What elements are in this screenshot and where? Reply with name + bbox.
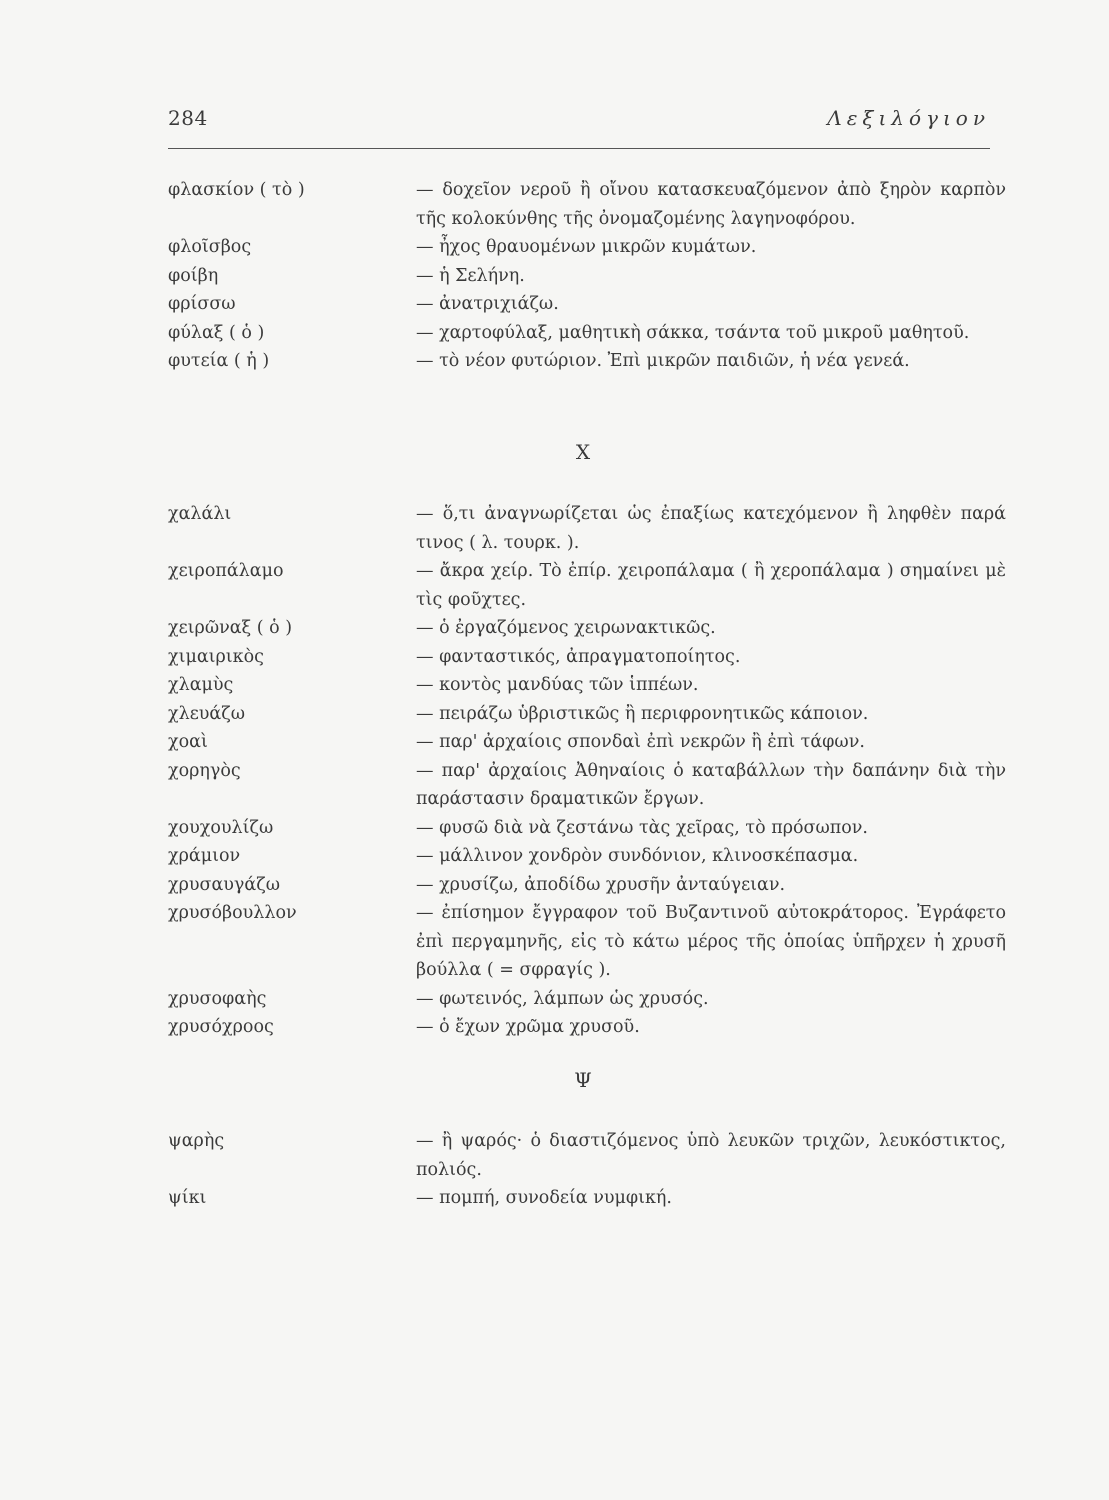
headword: φυτεία ( ἡ ) — [168, 351, 270, 371]
definition: — δοχεῖον νεροῦ ἢ οἴνου κατασκευαζόμενον ἀπὸ ξηρὸν καρπὸν τῆς κολοκύνθης τῆς ὀνομαζομένης λαγηνοφόρου. — [416, 180, 1006, 229]
definition: — τὸ νέον φυτώριον. Ἐπὶ μικρῶν παιδιῶν, ἡ νέα γενεά. — [416, 351, 910, 371]
section-phi — [168, 176, 1008, 376]
headword: χρυσόβουλλον — [168, 903, 297, 923]
headword: φλοῖσβος — [168, 237, 252, 257]
glossary-entry — [168, 757, 1008, 814]
glossary-entry — [168, 814, 1008, 843]
glossary-entry — [168, 842, 1008, 871]
definition: — ἢ ψαρός· ὁ διαστιζόμενος ὑπὸ λευκῶν τριχῶν, λευκόστικτος, πολιός. — [416, 1131, 1006, 1180]
headword: χοαὶ — [168, 732, 208, 752]
glossary-entry — [168, 728, 1008, 757]
definition: — μάλλινον χονδρὸν συνδόνιον, κλινοσκέπασμα. — [416, 846, 859, 866]
glossary-entry — [168, 614, 1008, 643]
definition: — πειράζω ὑβριστικῶς ἢ περιφρονητικῶς κάποιον. — [416, 703, 869, 724]
definition: — χρυσίζω, ἀποδίδω χρυσῆν ἀνταύγειαν. — [416, 874, 786, 895]
glossary-entry — [168, 671, 1008, 700]
definition: — παρ' ἀρχαίοις Ἀθηναίοις ὁ καταβάλλων τὴν δαπάνην διὰ τὴν παράστασιν δραματικῶν ἔργων. — [416, 760, 1006, 809]
headword: χουχουλίζω — [168, 817, 274, 838]
definition: — ἄκρα χείρ. Τὸ ἐπίρ. χειροπάλαμα ( ἢ χεροπάλαμα ) σημαίνει μὲ τὶς φοῦχτες. — [416, 561, 1006, 610]
headword: χρυσόχροος — [168, 1017, 274, 1037]
letter-heading-psi: Ψ — [574, 1068, 592, 1092]
headword: φλασκίον ( τὸ ) — [168, 180, 305, 200]
definition: — ὁ ἔχων χρῶμα χρυσοῦ. — [416, 1017, 640, 1037]
definition: — φανταστικός, ἀπραγματοποίητος. — [416, 646, 741, 667]
glossary-entry — [168, 290, 1008, 319]
headword: χειρῶναξ ( ὁ ) — [168, 618, 293, 638]
definition: — ἡ Σελήνη. — [416, 265, 525, 286]
glossary-entry — [168, 176, 1008, 233]
section-psi — [168, 1127, 1008, 1213]
headword: χρυσοφαὴς — [168, 988, 267, 1009]
headword: χλαμὺς — [168, 675, 234, 695]
headword: χειροπάλαμο — [168, 561, 284, 581]
glossary-entry — [168, 1184, 1008, 1213]
page-header — [168, 106, 990, 142]
running-head: Λεξιλόγιον — [827, 106, 990, 130]
headword: χιμαιρικὸς — [168, 646, 264, 667]
definition: — χαρτοφύλαξ, μαθητικὴ σάκκα, τσάντα τοῦ μικροῦ μαθητοῦ. — [416, 322, 970, 343]
glossary-entry — [168, 557, 1008, 614]
definition: — φυσῶ διὰ νὰ ζεστάνω τὰς χεῖρας, τὸ πρόσωπον. — [416, 817, 868, 838]
headword: χορηγὸς — [168, 760, 241, 781]
glossary-entry — [168, 871, 1008, 900]
glossary-entry — [168, 233, 1008, 262]
headword: φρίσσω — [168, 294, 236, 314]
glossary-entry — [168, 643, 1008, 672]
page-number: 284 — [168, 106, 208, 130]
glossary-entry — [168, 262, 1008, 291]
headword: φύλαξ ( ὁ ) — [168, 322, 265, 343]
letter-heading-chi: X — [575, 440, 591, 464]
headword: χράμιον — [168, 846, 241, 866]
definition: — πομπή, συνοδεία νυμφική. — [416, 1188, 672, 1208]
headword: ψίκι — [168, 1188, 207, 1208]
glossary-entry — [168, 985, 1008, 1014]
glossary-entry — [168, 1013, 1008, 1042]
glossary-entry — [168, 899, 1008, 985]
glossary-entry — [168, 700, 1008, 729]
definition: — παρ' ἀρχαίοις σπονδαὶ ἐπὶ νεκρῶν ἢ ἐπὶ τάφων. — [416, 732, 865, 752]
headword: χαλάλι — [168, 504, 232, 524]
glossary-entry — [168, 347, 1008, 376]
definition: — ὁ ἐργαζόμενος χειρωνακτικῶς. — [416, 618, 716, 638]
definition: — ἀνατριχιάζω. — [416, 294, 559, 314]
section-chi — [168, 500, 1008, 1042]
glossary-entry — [168, 1127, 1008, 1184]
definition: — φωτεινός, λάμπων ὡς χρυσός. — [416, 988, 709, 1009]
glossary-entry — [168, 319, 1008, 348]
headword: ψαρὴς — [168, 1131, 225, 1151]
definition: — ὅ,τι ἀναγνωρίζεται ὡς ἐπαξίως κατεχόμενον ἢ ληφθὲν παρά τινος ( λ. τουρκ. ). — [416, 504, 1006, 553]
header-rule — [168, 148, 990, 149]
glossary-entry — [168, 500, 1008, 557]
definition: — κοντὸς μανδύας τῶν ἱππέων. — [416, 675, 699, 695]
headword: χλευάζω — [168, 703, 245, 724]
definition: — ἐπίσημον ἔγγραφον τοῦ Βυζαντινοῦ αὐτοκράτορος. Ἐγράφετο ἐπὶ περγαμηνῆς, εἰς τὸ κάτω μέρος τῆς ὁποίας ὑπῆρχεν ἡ χρυσῆ βούλλα ( = σφραγίς ). — [416, 903, 1006, 980]
headword: φοίβη — [168, 265, 219, 286]
definition: — ἦχος θραυομένων μικρῶν κυμάτων. — [416, 237, 757, 257]
headword: χρυσαυγάζω — [168, 874, 280, 895]
